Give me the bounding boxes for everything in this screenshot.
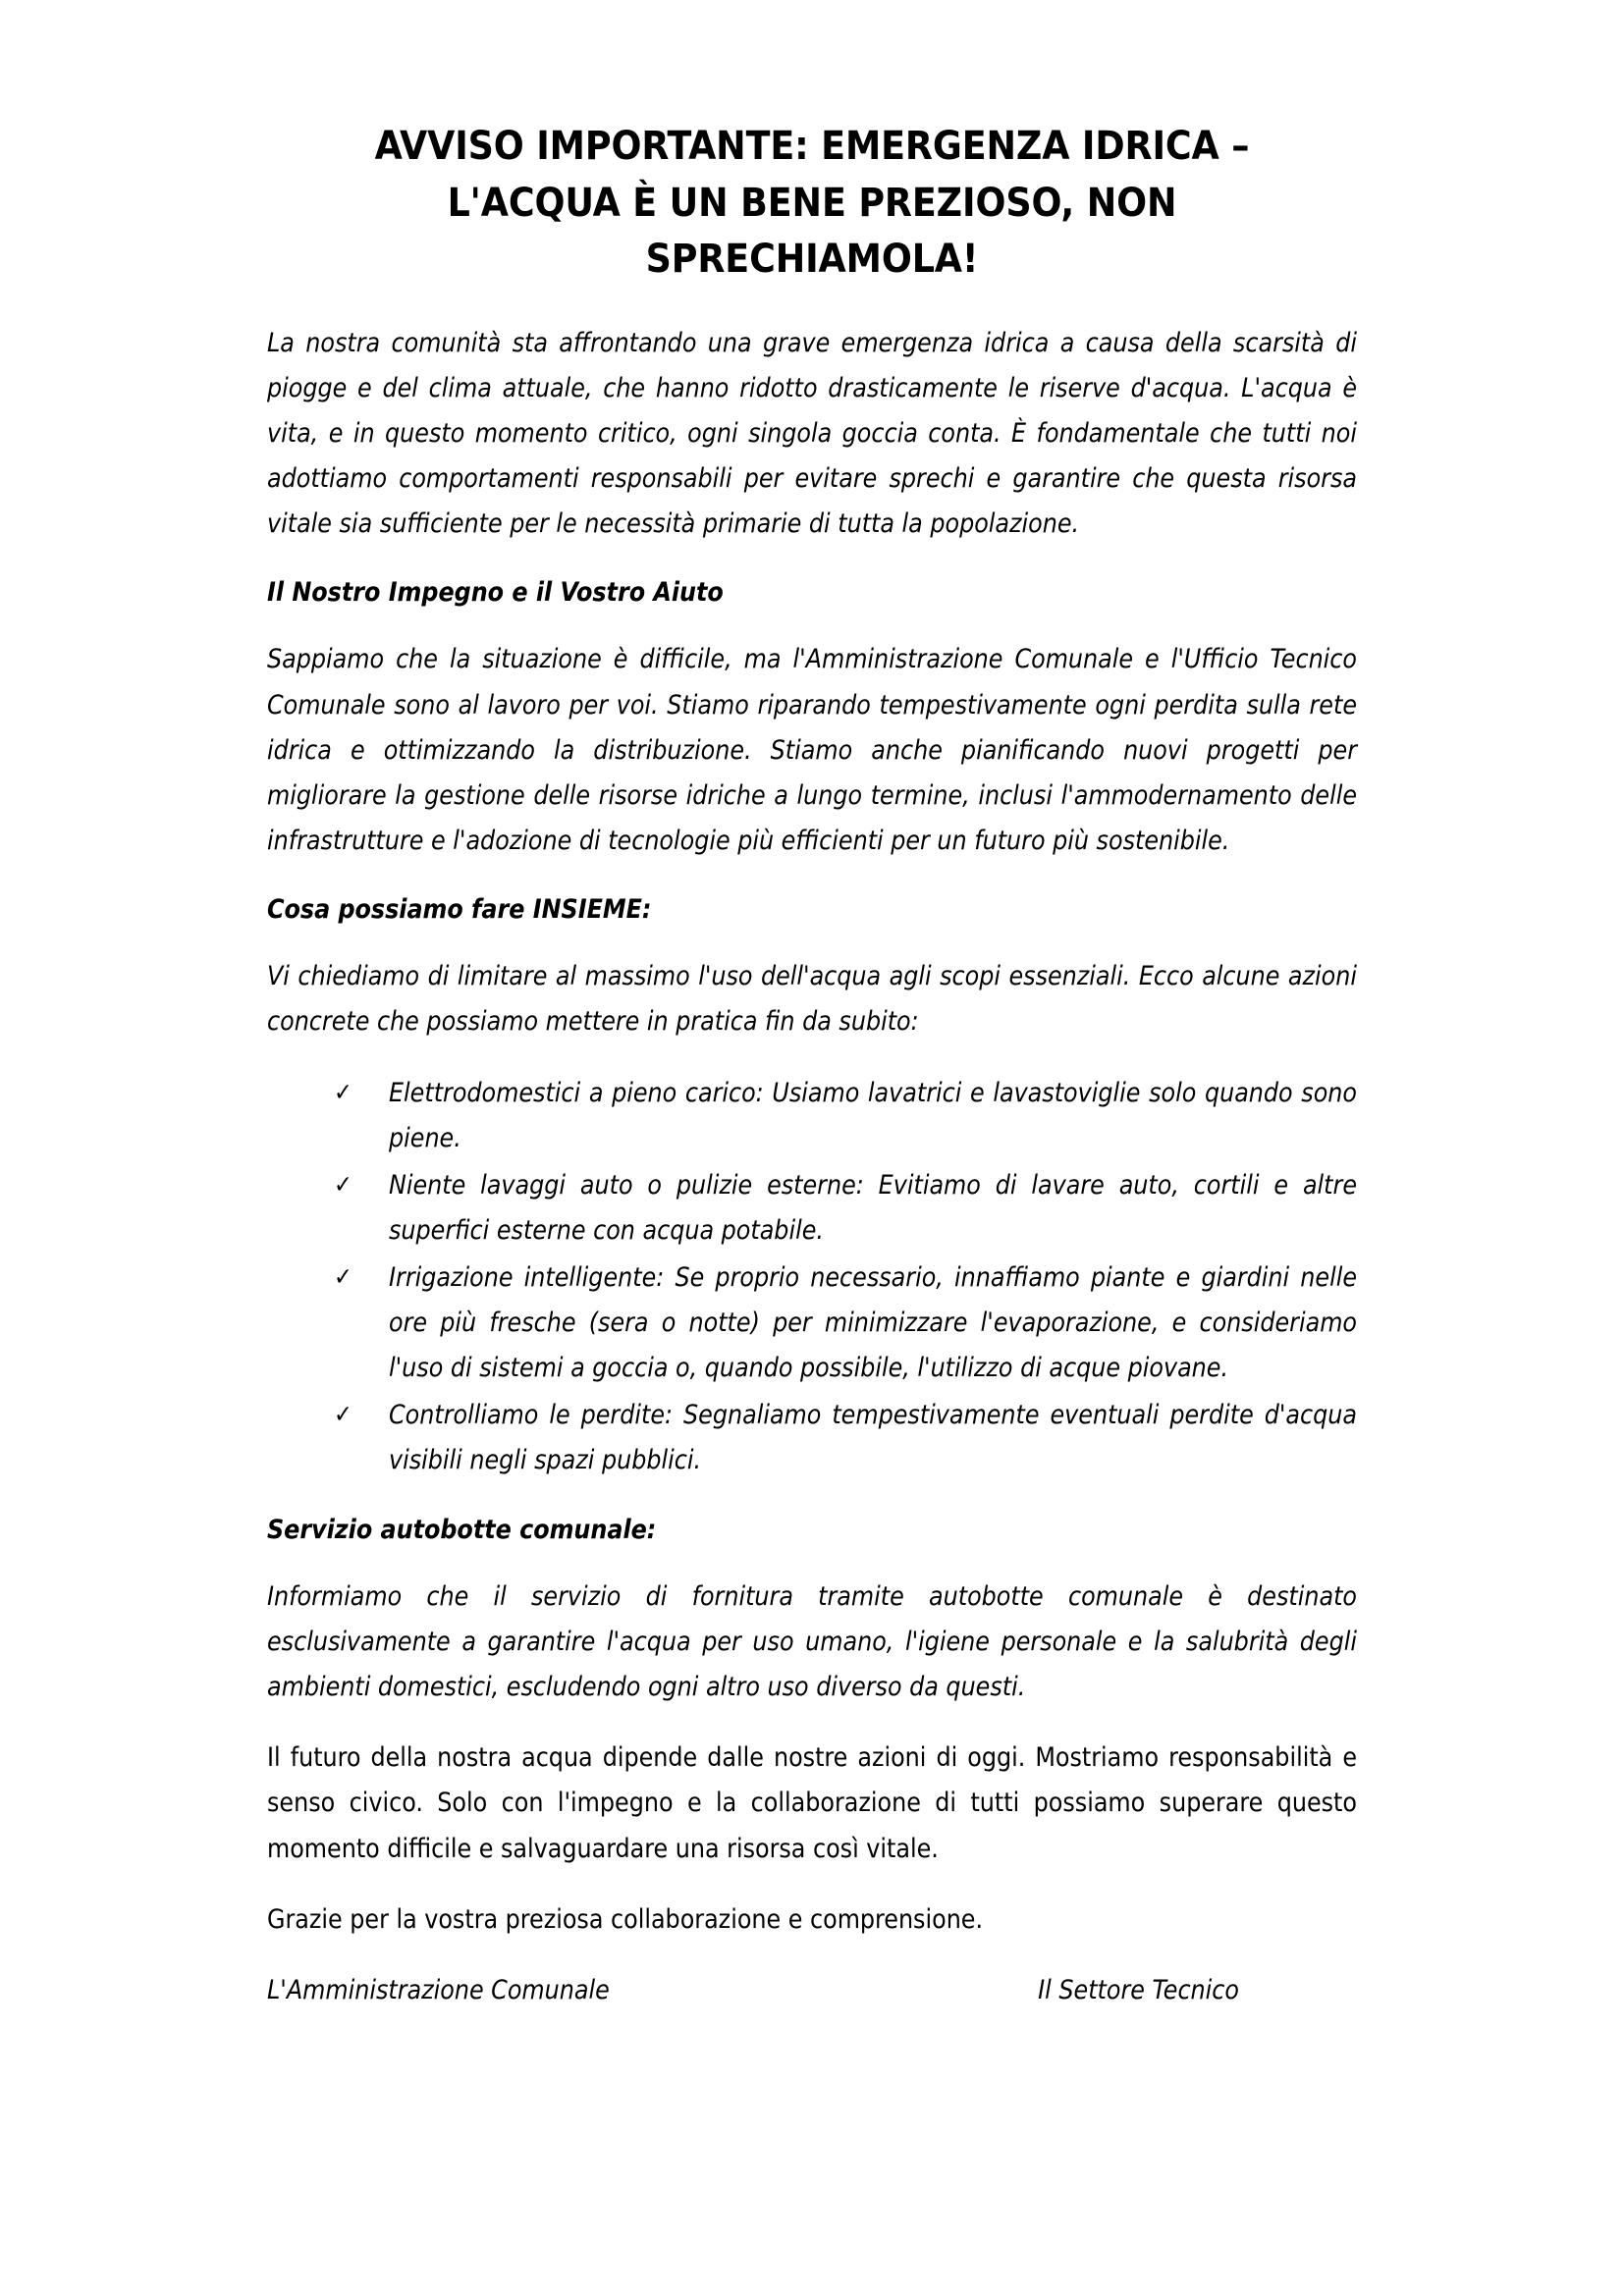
section-heading-insieme: Cosa possiamo fare INSIEME: [267,893,652,925]
section-heading-impegno: Il Nostro Impegno e il Vostro Aiuto [267,577,724,609]
check-icon: ✓ [334,1262,352,1292]
check-icon: ✓ [334,1169,352,1199]
section-paragraph-insieme: Vi chiediamo di limitare al massimo l'uso dell'acqua agli scopi essenziali. Ecco alcune azioni concrete che possiamo mettere in pratica fin da subito: [267,961,1357,1038]
list-item-label: Controlliamo le perdite: Segnaliamo tempestivamente eventuali perdite d'acqua visibili negli spazi pubblici. [389,1400,1357,1476]
closing-paragraph: Il futuro della nostra acqua dipende dalle nostre azioni di oggi. Mostriamo responsabilità e senso civico. Solo con l'impegno e la collaborazione di tutti possiamo superare questo momento difficile e salvaguardare una risorsa così vitale. [267,1742,1357,1864]
intro-paragraph: La nostra comunità sta affrontando una grave emergenza idrica a causa della scarsità di piogge e del clima attuale, che hanno ridotto drasticamente le riserve d'acqua. L'acqua è vita, e in questo momento critico, ogni singola goccia conta. È fondamentale che tutti noi adottiamo comportamenti responsabili per evitare sprechi e garantire che questa risorsa vitale sia sufficiente per le necessità primarie di tutta la popolazione. [267,327,1357,539]
list-item [334,1255,1357,1391]
page-title [267,118,1357,288]
section-heading-autobotte: Servizio autobotte comunale: [267,1514,657,1545]
list-item-label: Elettrodomestici a pieno carico: Usiamo lavatrici e lavastoviglie solo quando sono piene. [389,1077,1357,1153]
section-paragraph-impegno: Sappiamo che la situazione è difficile, ma l'Amministrazione Comunale e l'Ufficio Tecnico Comunale sono al lavoro per voi. Stiamo riparando tempestivamente ogni perdita sulla rete idrica e ottimizzando la distribuzione. Stiamo anche pianificando nuovi progetti per migliorare la gestione delle risorse idriche a lungo termine, inclusi l'ammodernamento delle infrastrutture e l'adozione di tecnologie più efficienti per un futuro più sostenibile. [267,644,1357,856]
page-title-line-2: UN BENE PREZIOSO, NON SPRECHIAMOLA! [645,178,1177,282]
signature-right: Il Settore Tecnico [1038,1974,1239,2005]
list-item-label: Irrigazione intelligente: Se proprio necessario, innaffiamo piante e giardini nelle ore più fresche (sera o notte) per minimizzare l'evaporazione, e consideriamo l'uso di sistemi a goccia o, quando possibile, l'utilizzo di acque piovane. [389,1262,1357,1384]
check-icon: ✓ [334,1400,352,1429]
document-content [267,118,1357,2013]
list-item-label: Niente lavaggi auto o pulizie esterne: Evitiamo di lavare auto, cortili e altre superfici esterne con acqua potabile. [389,1169,1357,1246]
signature-row [267,1968,1357,2013]
list-item [334,1071,1357,1161]
check-icon: ✓ [334,1077,352,1106]
section-paragraph-autobotte: Informiamo che il servizio di fornitura tramite autobotte comunale è destinato esclusivamente a garantire l'acqua per uso umano, l'igiene personale e la salubrità degli ambienti domestici, escludendo ogni altro uso diverso da questi. [267,1580,1357,1703]
signature-left: L'Amministrazione Comunale [267,1974,610,2005]
list-item [334,1163,1357,1254]
page-title-line-1: AVVISO IMPORTANTE: EMERGENZA IDRICA – L'ACQUA È [374,122,1250,226]
action-check-list [267,1071,1357,1484]
list-item [334,1393,1357,1483]
thanks-paragraph: Grazie per la vostra preziosa collaborazione e comprensione. [267,1903,984,1935]
